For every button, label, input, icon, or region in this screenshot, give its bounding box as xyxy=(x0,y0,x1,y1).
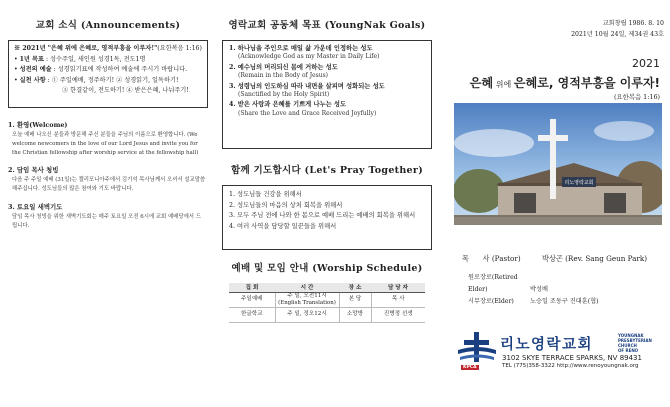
col-header: 집 회 xyxy=(229,283,275,292)
goal-ko: 1. 하나님을 주인으로 매일 삶 가운데 인정하는 성도 xyxy=(229,45,373,52)
church-name: 리노영락교회 xyxy=(500,337,594,353)
church-photo xyxy=(454,103,662,225)
church-en-line: PRESBYTERIAN CHURCH xyxy=(618,338,652,348)
announcement-item: • 1년 목표 : 성수주일, 새인원 성경1독, 전도1명 xyxy=(14,55,146,63)
pastor-role: 목 사 (Pastor) xyxy=(462,254,521,263)
bulletin-date: 2021년 10월 24일, 제34권 43호 xyxy=(571,30,664,38)
cell-time xyxy=(275,292,339,307)
theme-rest: 로, 영적부흥을 이루자! xyxy=(537,76,660,90)
goal-item xyxy=(229,45,425,62)
goal-en: (Remain in the Body of Jesus) xyxy=(238,72,329,80)
cell-person: 목 사 xyxy=(371,292,425,307)
bulletin-info xyxy=(571,19,664,40)
cell-place: 본 당 xyxy=(339,292,371,307)
goal-item xyxy=(229,83,425,100)
goal-ko: 3. 성령님의 인도하심 따라 내면을 살피며 성화되는 성도 xyxy=(229,82,385,90)
table-row xyxy=(229,292,425,307)
cell-name: 한글학교 xyxy=(229,307,275,322)
goals-title: 영락교회 공동체 목표 (YoungNak Goals) xyxy=(228,20,426,31)
item-text: ③ 한결같이, 전도하기! ④ 받은은혜, 나눠주기! xyxy=(62,87,189,95)
theme-word: 은혜 xyxy=(513,76,538,90)
goals-column xyxy=(222,0,432,407)
theme-year: 2021 xyxy=(632,57,660,70)
item-label: 성전의 예술 xyxy=(19,66,52,74)
table-header-row xyxy=(229,283,425,292)
theme-quote: "은혜 위에 은혜로, 영적부흥을 이루자!" xyxy=(47,45,158,52)
elder-role: 시무장로(Elder) xyxy=(468,298,514,306)
church-address: 3102 SKYE TERRACE SPARKS, NV 89431 xyxy=(502,354,642,362)
elder-role: 원로장로(Retired Elder) xyxy=(468,274,518,294)
cell-name: 주일예배 xyxy=(229,292,275,307)
pastor-search-heading: 2. 담임 목사 청빙 xyxy=(8,166,59,175)
time-text: 주 일, 오전11시 xyxy=(287,292,327,299)
pastor-name: 박상곤 (Rev. Sang Geun Park) xyxy=(542,254,648,263)
elder-row xyxy=(468,272,599,296)
col-header: 담 당 자 xyxy=(371,283,425,292)
elder-row xyxy=(468,296,599,308)
col-header: 장 소 xyxy=(339,283,371,292)
founded-date: 교회창립 1986. 8. 10 xyxy=(602,20,664,27)
announcement-item xyxy=(14,86,202,97)
schedule-title: 예배 및 모임 안내 (Worship Schedule) xyxy=(231,263,423,274)
prayer-item: 2. 성도님들의 마음의 상처 회복을 위해서 xyxy=(229,202,343,210)
goal-item xyxy=(229,64,425,81)
item-label: 1년 목표 xyxy=(19,55,45,63)
theme-title xyxy=(470,74,660,91)
schedule-table xyxy=(229,283,425,323)
col-header: 시 간 xyxy=(275,283,339,292)
item-text: : 성경읽기표에 작성하여 예술에 주시기 바랍니다. xyxy=(51,66,188,74)
prayer-box xyxy=(222,185,432,250)
cell-place: 소망방 xyxy=(339,307,371,322)
goal-en: (Share the Love and Grace Received Joyfully) xyxy=(238,109,377,117)
church-name-english xyxy=(618,333,664,353)
cell-time: 주 일, 정오12시 xyxy=(275,307,339,322)
kpca-badge: KPCA xyxy=(463,365,477,370)
theme-prefix: ※ 2021년 xyxy=(14,45,46,52)
theme-verse: (요한복음 1:16) xyxy=(613,93,660,101)
announcements-column xyxy=(8,0,208,407)
announcement-item: • 실천 사항 : ① 주일예배, 정주하기! ② 성경읽기, 일독하기! xyxy=(14,76,179,84)
goal-ko: 4. 받은 사랑과 은혜를 기쁘게 나누는 성도 xyxy=(229,101,347,109)
dawn-prayer-body: 담임 목사 청빙을 위한 새벽기도회는 매주 토요일 오전 6시에 교회 예배당에서 드립니다. xyxy=(12,213,201,229)
welcome-heading: 1. 환영(Welcome) xyxy=(8,121,68,129)
church-en-line: OF RENO xyxy=(618,348,639,353)
pastor-line xyxy=(462,254,664,264)
theme-line xyxy=(14,44,202,55)
announcements-box xyxy=(8,40,208,108)
dawn-prayer-heading: 3. 토요일 새벽기도 xyxy=(8,202,63,211)
welcome-body: 오늘 예배 나오신 분들과 방문해 주신 분들을 주님의 이름으로 환영합니다. (We welcome newcomers in the love of our Lord Jesus and invite you for the Christian fellowship after worship service at the fellowship hall) xyxy=(12,132,199,156)
cover-column xyxy=(448,0,664,407)
goal-item xyxy=(229,101,425,118)
goal-ko: 2. 예수님의 머리되신 몸에 거하는 성도 xyxy=(229,63,338,71)
time-note: (English Translation) xyxy=(278,299,336,306)
prayer-item: 4. 여러 사역을 담당할 일꾼들을 위해서 xyxy=(229,223,337,231)
elders-list xyxy=(468,272,599,309)
item-text: : ① 주일예배, 정주하기! ② 성경읽기, 일독하기! xyxy=(45,76,179,84)
item-text: : 성수주일, 새인원 성경1독, 전도1명 xyxy=(44,55,146,63)
prayer-item: 1. 성도님들 건강을 위해서 xyxy=(229,191,302,198)
church-sign-text: 리노영락교회 xyxy=(564,180,594,186)
elder-name: 노승일 조동구 진대훈(협) xyxy=(530,298,599,306)
theme-word: 은혜 xyxy=(469,76,494,90)
prayer-item: 3. 모두 주님 전에 나와 한 몸으로 예배 드리는 예배의 회복을 위해서 xyxy=(229,212,416,220)
elder-name: 박성배 xyxy=(530,286,548,294)
church-contact: TEL (775)358-3322 http://www.renoyoungnak.org xyxy=(502,363,639,369)
cell-person: 진병정 선생 xyxy=(371,307,425,322)
announcement-item: • 성전의 예술 : 성경읽기표에 작성하여 예술에 주시기 바랍니다. xyxy=(14,66,188,74)
goals-box xyxy=(222,40,432,149)
theme-ref: (요한복음 1:16) xyxy=(157,45,202,52)
prayer-title: 함께 기도합시다 (Let's Pray Together) xyxy=(231,165,423,176)
goal-en: (Acknowledge God as my Master in Daily Life) xyxy=(238,53,380,61)
announcements-title: 교회 소식 (Announcements) xyxy=(35,20,181,31)
theme-small: 위에 xyxy=(493,80,514,89)
item-label: 실천 사항 xyxy=(19,76,46,84)
goal-en: (Sanctified by the Holy Spirit) xyxy=(238,91,330,99)
pastor-search-body: 다음 주 주일 예배 (31일)는 캘리포니아주에서 김기석 목사님께서 오셔서 설교말씀 해주십니다. 성도님들의 많은 참여와 기도 바랍니다. xyxy=(12,177,206,193)
table-row xyxy=(229,307,425,322)
church-logo-block xyxy=(454,330,664,374)
church-en-line: YOUNGNAK xyxy=(618,333,644,338)
